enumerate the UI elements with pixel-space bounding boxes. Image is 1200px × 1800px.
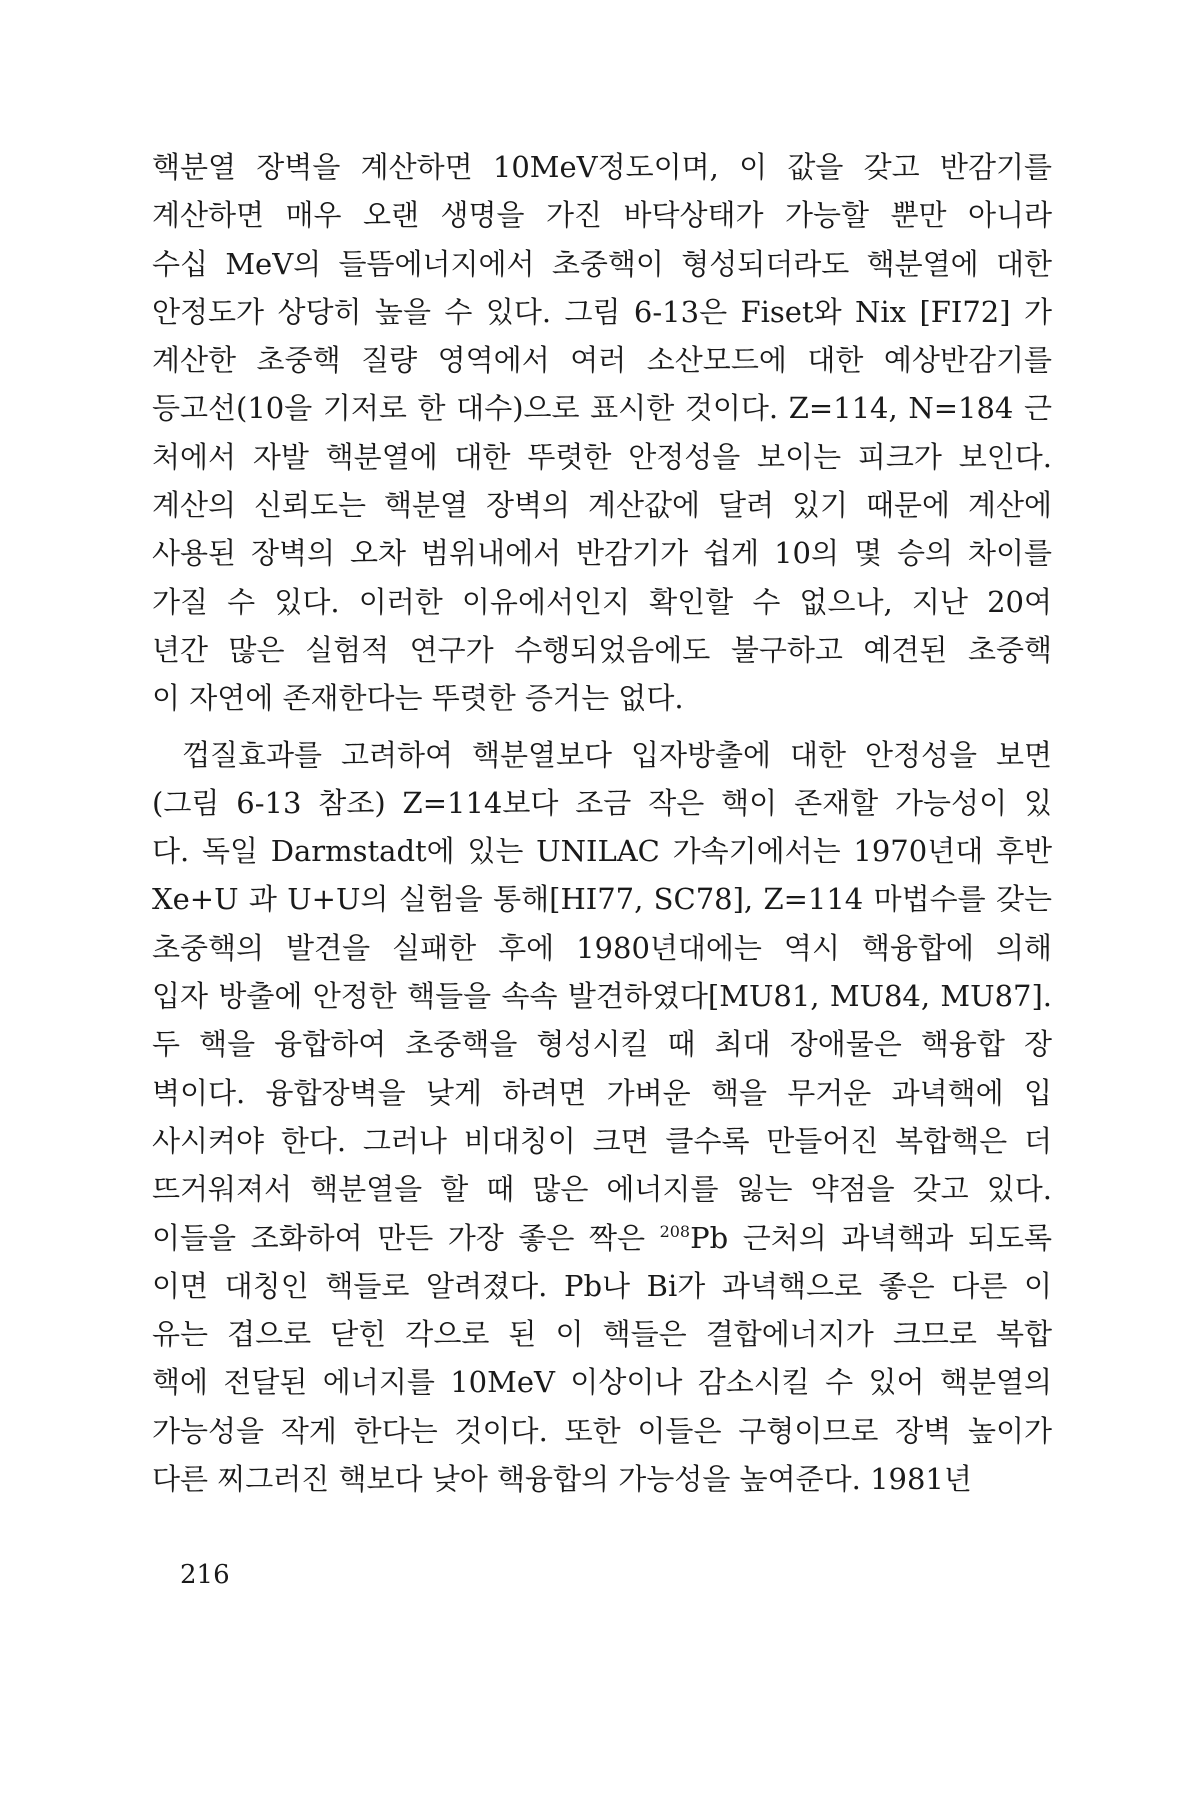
text-line: 두 핵을 융합하여 초중핵을 형성시킬 때 최대 장애물은 핵융합 장: [152, 1027, 1052, 1062]
text-line: 계산하면 매우 오랜 생명을 가진 바닥상태가 가능할 뿐만 아니라: [152, 198, 1052, 233]
text-line: 계산의 신뢰도는 핵분열 장벽의 계산값에 달려 있기 때문에 계산에: [152, 488, 1052, 523]
text-line: 핵분열 장벽을 계산하면 10MeV정도이며, 이 값을 갖고 반감기를: [152, 150, 1052, 184]
text-line: 가능성을 작게 한다는 것이다. 또한 이들은 구형이므로 장벽 높이가: [152, 1413, 1052, 1448]
paragraph-1: [152, 143, 1052, 723]
text-line: 껍질효과를 고려하여 핵분열보다 입자방출에 대한 안정성을 보면: [182, 737, 1052, 772]
text-line: 입자 방출에 안정한 핵들을 속속 발견하였다[MU81, MU84, MU87].: [152, 979, 1052, 1014]
text-line: 안정도가 상당히 높을 수 있다. 그림 6-13은 Fiset와 Nix [FI72] 가: [152, 294, 1052, 329]
text-line: 유는 겹으로 닫힌 각으로 된 이 핵들은 결합에너지가 크므로 복합: [152, 1317, 1052, 1352]
mass-number-superscript: 208: [659, 1221, 691, 1241]
text-line: 이면 대칭인 핵들로 알려졌다. Pb나 Bi가 과녁핵으로 좋은 다른 이: [152, 1268, 1052, 1303]
text-line: 등고선(10을 기저로 한 대수)으로 표시한 것이다. Z=114, N=184 근: [152, 391, 1052, 426]
text-line: 뜨거워져서 핵분열을 할 때 많은 에너지를 잃는 약점을 갖고 있다.: [152, 1172, 1052, 1207]
text-line: 핵에 전달된 에너지를 10MeV 이상이나 감소시킬 수 있어 핵분열의: [152, 1365, 1052, 1400]
text-line: 초중핵의 발견을 실패한 후에 1980년대에는 역시 핵융합에 의해: [152, 930, 1052, 965]
paragraph-gap: [152, 723, 1052, 731]
text-line: 가질 수 있다. 이러한 이유에서인지 확인할 수 없으나, 지난 20여: [152, 584, 1052, 619]
text-line: 처에서 자발 핵분열에 대한 뚜렷한 안정성을 보이는 피크가 보인다.: [152, 439, 1052, 474]
body-text: [152, 143, 1052, 1503]
text-line: [152, 1214, 1052, 1262]
text-line: (그림 6-13 참조) Z=114보다 조금 작은 핵이 존재할 가능성이 있: [152, 785, 1052, 820]
text-line: 년간 많은 실험적 연구가 수행되었음에도 불구하고 예견된 초중핵: [152, 632, 1052, 667]
page-number: 216: [180, 1560, 230, 1590]
text-segment: 이들을 조화하여 만든 가장 좋은 짝은: [152, 1220, 660, 1255]
text-line: 사용된 장벽의 오차 범위내에서 반감기가 쉽게 10의 몇 승의 차이를: [152, 536, 1052, 571]
text-line: 다. 독일 Darmstadt에 있는 UNILAC 가속기에서는 1970년대 후반: [152, 834, 1052, 869]
text-line: 이 자연에 존재한다는 뚜렷한 증거는 없다.: [152, 681, 684, 716]
paragraph-2: [152, 731, 1052, 1504]
text-line: 다른 찌그러진 핵보다 낮아 핵융합의 가능성을 높여준다. 1981년: [152, 1462, 972, 1497]
text-line: 사시켜야 한다. 그러나 비대칭이 크면 클수록 만들어진 복합핵은 더: [152, 1123, 1052, 1158]
text-line: 벽이다. 융합장벽을 낮게 하려면 가벼운 핵을 무거운 과녁핵에 입: [152, 1075, 1052, 1110]
text-line: 계산한 초중핵 질량 영역에서 여러 소산모드에 대한 예상반감기를: [152, 343, 1052, 378]
text-line: 수십 MeV의 들뜸에너지에서 초중핵이 형성되더라도 핵분열에 대한: [152, 246, 1052, 281]
text-line: Xe+U 과 U+U의 실험을 통해[HI77, SC78], Z=114 마법수를 갖는: [152, 882, 1052, 917]
text-segment: Pb 근처의 과녁핵과 되도록: [690, 1220, 1052, 1255]
